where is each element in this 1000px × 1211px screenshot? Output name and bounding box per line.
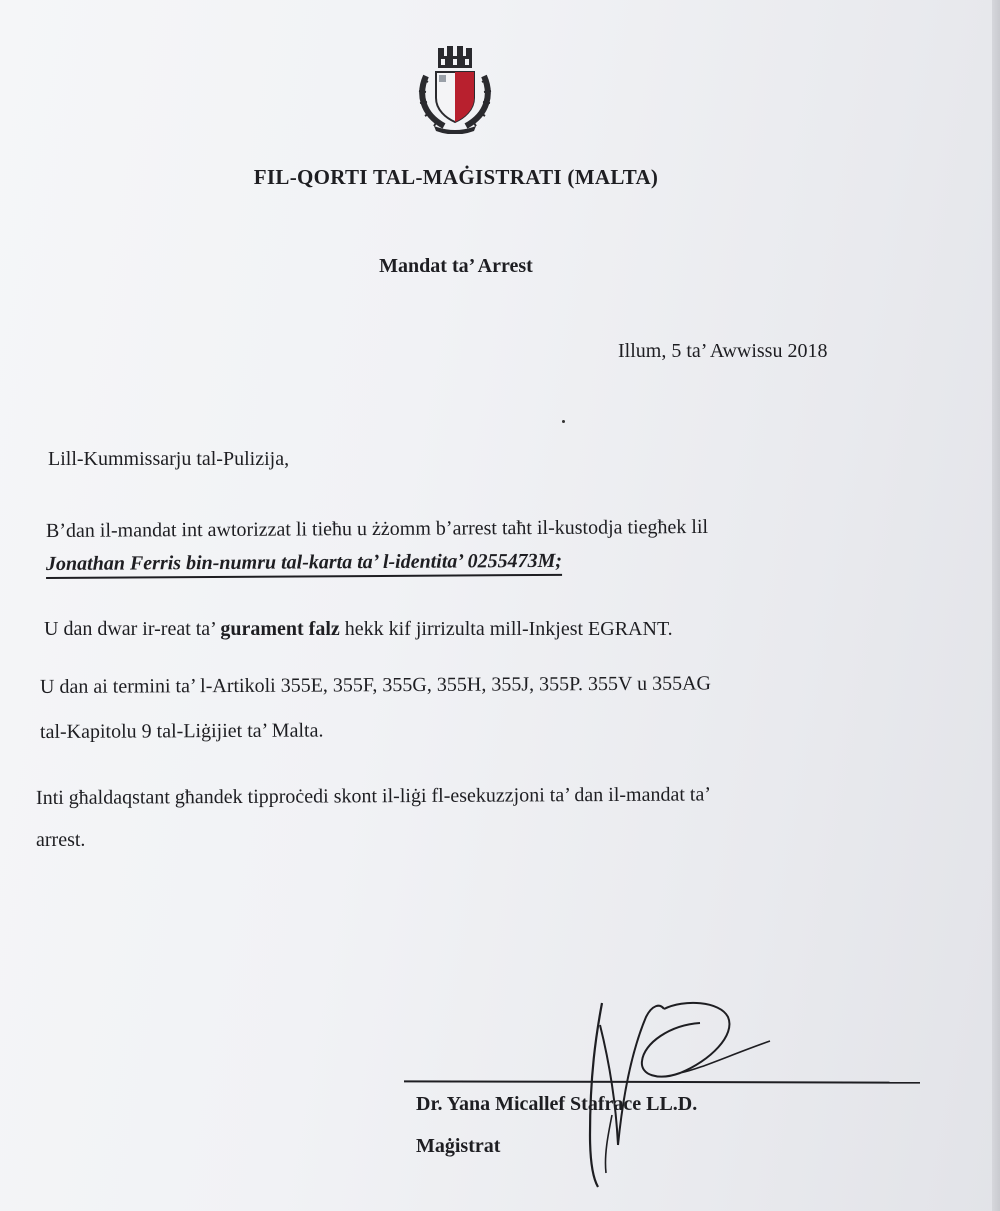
document-date: Illum, 5 ta’ Awwissu 2018 xyxy=(618,340,828,362)
offence-text-post: hekk kif jirrizulta mill-Inkjest EGRANT. xyxy=(339,618,673,640)
legal-articles-line-2: tal-Kapitolu 9 tal-Liġijiet ta’ Malta. xyxy=(39,719,324,743)
offence-name: gurament falz xyxy=(220,618,340,640)
addressee: Lill-Kummissarju tal-Pulizija, xyxy=(48,448,290,470)
ink-speck xyxy=(562,420,565,423)
offence-text-pre: U dan dwar ir-reat ta’ xyxy=(44,618,221,640)
execution-instruction-line-1: Inti għaldaqstant għandek tipproċedi skont il-liġi fl-esekuzzjoni ta’ dan il-mandat ta’ xyxy=(35,783,712,809)
court-name: FIL-QORTI TAL-MAĠISTRATI (MALTA) xyxy=(253,165,659,189)
legal-articles-line-1: U dan ai termini ta’ l-Artikoli 355E, 355F, 355G, 355H, 355J, 355P. 355V u 355AG xyxy=(39,672,712,698)
document-title: Mandat ta’ Arrest xyxy=(379,255,533,277)
arrestee-identification: Jonathan Ferris bin-numru tal-karta ta’ l-identita’ 0255473M; xyxy=(46,550,562,579)
execution-instruction-line-2: arrest. xyxy=(36,829,86,851)
signatory-name: Dr. Yana Micallef Stafrace LL.D. xyxy=(416,1093,698,1115)
offence-paragraph xyxy=(44,618,673,641)
signatory-role: Maġistrat xyxy=(416,1135,501,1157)
page-edge-shadow xyxy=(992,0,1000,1211)
malta-coat-of-arms-icon xyxy=(414,42,496,134)
authorization-paragraph: B’dan il-mandat int awtorizzat li tieħu u żżomm b’arrest taħt il-kustodja tiegħek lil xyxy=(45,515,709,542)
handwritten-signature-icon xyxy=(560,995,800,1195)
